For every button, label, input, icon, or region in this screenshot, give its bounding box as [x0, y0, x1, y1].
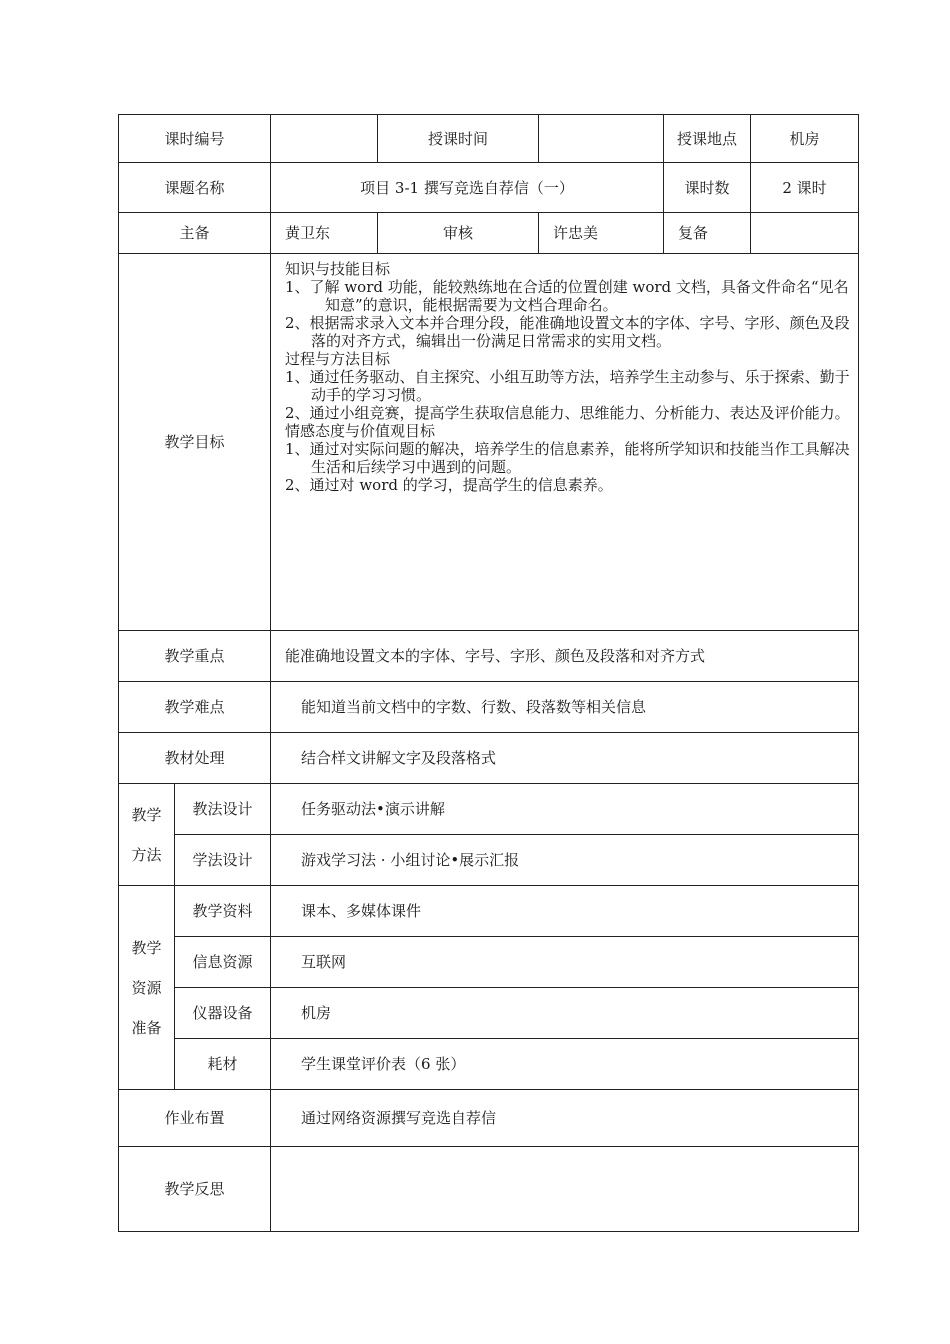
teaching-materials-label: 教学资料	[175, 886, 271, 937]
goals-item: 1、通过任务驱动、自主探究、小组互助等方法，培养学生主动参与、乐于探索、勤于动手的学习习惯。	[285, 368, 850, 404]
prep-row	[119, 213, 859, 254]
review-value: 许忠美	[539, 213, 664, 254]
place-value: 机房	[751, 115, 859, 163]
goals-label: 教学目标	[119, 254, 271, 631]
reprep-label: 复备	[664, 213, 751, 254]
goals-item: 1、了解 word 功能，能较熟练地在合适的位置创建 word 文档，具备文件命名“见名知意”的意识，能根据需要为文档合理命名。	[285, 278, 849, 314]
topic-label: 课题名称	[119, 163, 271, 213]
topic-row	[119, 163, 859, 213]
goals-section-title: 知识与技能目标	[285, 260, 391, 278]
time-value	[539, 115, 664, 163]
info-resources-label: 信息资源	[175, 937, 271, 988]
resources-label-line: 教学	[131, 938, 162, 957]
consumables-value: 学生课堂评价表（6 张）	[271, 1039, 859, 1090]
methods-label-line: 方法	[131, 845, 162, 864]
learning-method-label: 学法设计	[175, 835, 271, 886]
lesson-plan-table	[118, 114, 859, 1232]
consumables-label: 耗材	[175, 1039, 271, 1090]
lesson-no-label: 课时编号	[119, 115, 271, 163]
methods-label-line: 教学	[131, 805, 162, 824]
topic-value: 项目 3-1 撰写竞选自荐信（一）	[271, 163, 664, 213]
resources-label-line: 资源	[131, 978, 162, 997]
goals-item: 2、根据需求录入文本并合理分段，能准确地设置文本的字体、字号、字形、颜色及段落的对齐方式，编辑出一份满足日常需求的实用文档。	[285, 314, 850, 350]
homework-row	[119, 1090, 859, 1147]
equipment-row	[119, 988, 859, 1039]
reprep-value	[751, 213, 859, 254]
difficulties-label: 教学难点	[119, 682, 271, 733]
goals-row	[119, 254, 859, 631]
equipment-label: 仪器设备	[175, 988, 271, 1039]
goals-content	[271, 254, 859, 631]
hours-value: 2 课时	[751, 163, 859, 213]
goals-item: 1、通过对实际问题的解决，培养学生的信息素养，能将所学知识和技能当作工具解决生活和后续学习中遇到的问题。	[285, 440, 850, 476]
header-row	[119, 115, 859, 163]
difficulties-row	[119, 682, 859, 733]
goals-item: 2、通过对 word 的学习，提高学生的信息素养。	[285, 476, 613, 494]
resources-label-line: 准备	[131, 1018, 162, 1037]
reflection-row	[119, 1147, 859, 1232]
equipment-value: 机房	[271, 988, 859, 1039]
lesson-no-value	[271, 115, 378, 163]
info-resources-row	[119, 937, 859, 988]
homework-label: 作业布置	[119, 1090, 271, 1147]
learning-method-row	[119, 835, 859, 886]
homework-value: 通过网络资源撰写竞选自荐信	[271, 1090, 859, 1147]
teaching-method-value: 任务驱动法•演示讲解	[271, 784, 859, 835]
goals-section-title: 情感态度与价值观目标	[285, 422, 436, 440]
reflection-label: 教学反思	[119, 1147, 271, 1232]
goals-section-title: 过程与方法目标	[285, 350, 391, 368]
methods-label	[119, 784, 175, 886]
time-label: 授课时间	[378, 115, 539, 163]
material-handling-value: 结合样文讲解文字及段落格式	[271, 733, 859, 784]
teaching-materials-row	[119, 886, 859, 937]
review-label: 审核	[378, 213, 539, 254]
key-points-row	[119, 631, 859, 682]
consumables-row	[119, 1039, 859, 1090]
main-prep-value: 黄卫东	[271, 213, 378, 254]
material-handling-row	[119, 733, 859, 784]
info-resources-value: 互联网	[271, 937, 859, 988]
hours-label: 课时数	[664, 163, 751, 213]
reflection-value	[271, 1147, 859, 1232]
learning-method-value: 游戏学习法 · 小组讨论•展示汇报	[271, 835, 859, 886]
resources-label	[119, 886, 175, 1090]
key-points-label: 教学重点	[119, 631, 271, 682]
teaching-materials-value: 课本、多媒体课件	[271, 886, 859, 937]
difficulties-value: 能知道当前文档中的字数、行数、段落数等相关信息	[271, 682, 859, 733]
teaching-method-row	[119, 784, 859, 835]
material-handling-label: 教材处理	[119, 733, 271, 784]
place-label: 授课地点	[664, 115, 751, 163]
key-points-value: 能准确地设置文本的字体、字号、字形、颜色及段落和对齐方式	[271, 631, 859, 682]
goals-item: 2、通过小组竞赛，提高学生获取信息能力、思维能力、分析能力、表达及评价能力。	[285, 404, 850, 422]
teaching-method-label: 教法设计	[175, 784, 271, 835]
main-prep-label: 主备	[119, 213, 271, 254]
